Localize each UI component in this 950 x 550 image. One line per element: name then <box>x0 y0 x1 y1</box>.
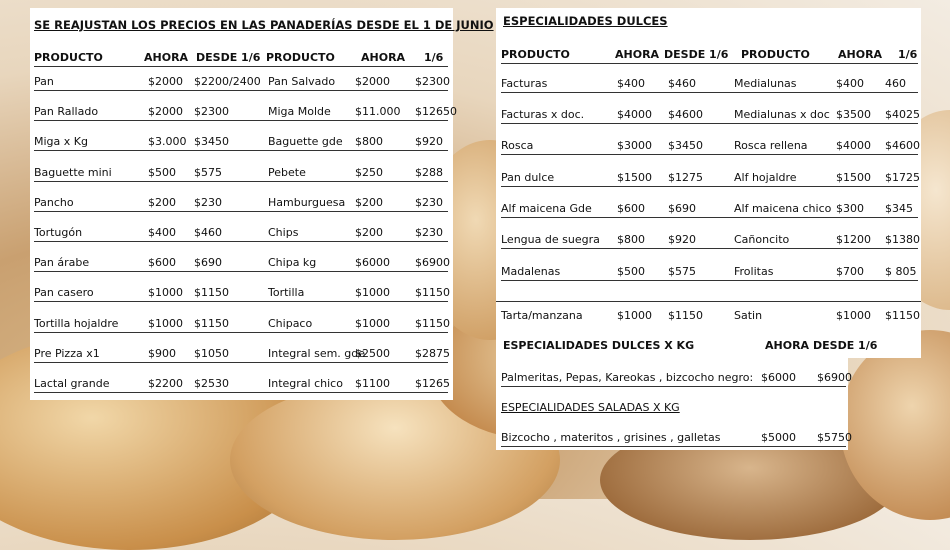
cell-ahora-2: $400 <box>836 77 864 90</box>
cell-desde-2: $ 805 <box>885 265 917 278</box>
cell-product: Facturas <box>501 77 548 90</box>
kg-product: Palmeritas, Pepas, Kareokas , bizcocho negro: <box>501 371 754 384</box>
table-row <box>34 161 448 182</box>
cell-ahora: $2000 <box>148 75 183 88</box>
cell-ahora-2: $2000 <box>355 75 390 88</box>
cell-desde: $230 <box>194 195 222 209</box>
cell-ahora-2: $3500 <box>836 108 871 121</box>
cell-desde-2: $4600 <box>885 139 920 152</box>
cell-desde-2: $1380 <box>885 233 920 246</box>
cell-desde: $2200/2400 <box>194 75 261 88</box>
cell-desde: $690 <box>668 202 696 215</box>
kg-desde-header: DESDE 1/6 <box>813 339 878 352</box>
table-row <box>34 221 448 242</box>
table-row <box>34 312 448 333</box>
cell-product: Pre Pizza x1 <box>34 346 100 360</box>
table-row <box>501 304 918 324</box>
cell-product: Pan <box>34 75 54 88</box>
cell-desde: $575 <box>668 265 696 278</box>
cell-product-2: Baguette gde <box>268 135 343 149</box>
cell-product-2: Chips <box>268 226 299 239</box>
cell-product-2: Integral sem. gde <box>268 346 366 360</box>
cell-product: Miga x Kg <box>34 135 88 149</box>
cell-desde-2: $12650 <box>415 105 457 119</box>
right-kg-panel <box>496 334 878 450</box>
cell-ahora: $1500 <box>617 171 652 184</box>
header-producto-2: PRODUCTO <box>741 48 810 61</box>
table-row <box>34 130 448 151</box>
cell-ahora-2: $4000 <box>836 139 871 152</box>
cell-ahora-2: $1200 <box>836 233 871 246</box>
cell-ahora: $4000 <box>617 108 652 121</box>
cell-product-2: Alf hojaldre <box>734 171 797 184</box>
saladas-header-row <box>501 396 846 416</box>
table-row <box>501 134 918 155</box>
cell-product: Tortugón <box>34 226 83 239</box>
left-title: SE REAJUSTAN LOS PRECIOS EN LAS PANADERÍAS DESDE EL 1 DE JUNIO <box>34 18 494 32</box>
cell-desde: $2300 <box>194 105 229 119</box>
cell-product: Pan casero <box>34 286 94 300</box>
header-producto-2: PRODUCTO <box>266 51 335 64</box>
cell-ahora: $500 <box>148 165 176 179</box>
right-header-row <box>501 43 918 64</box>
left-header-row <box>34 46 448 67</box>
cell-desde: $1150 <box>668 309 703 322</box>
cell-product: Pancho <box>34 195 74 209</box>
cell-desde-2: $1150 <box>415 316 450 330</box>
table-row <box>501 228 918 249</box>
cell-ahora: $900 <box>148 346 176 360</box>
table-row <box>34 342 448 363</box>
cell-product: Tarta/manzana <box>501 309 583 322</box>
cell-desde-2: $920 <box>415 135 443 149</box>
cell-desde-2: $345 <box>885 202 913 215</box>
cell-product-2: Tortilla <box>268 286 305 300</box>
cell-ahora-2: $300 <box>836 202 864 215</box>
table-row <box>34 251 448 272</box>
kg-title: ESPECIALIDADES DULCES X KG <box>503 339 695 352</box>
cell-product-2: Medialunas <box>734 77 797 90</box>
saladas-ahora: $5000 <box>761 431 796 444</box>
cell-desde-2: $230 <box>415 195 443 209</box>
header-producto: PRODUCTO <box>501 48 570 61</box>
header-1-6: 1/6 <box>898 48 918 61</box>
cell-desde-2: $2300 <box>415 75 450 88</box>
cell-desde: $1050 <box>194 346 229 360</box>
cell-desde: $4600 <box>668 108 703 121</box>
header-ahora-2: AHORA <box>838 48 883 61</box>
cell-desde-2: $1265 <box>415 377 450 390</box>
cell-desde-2: $288 <box>415 165 443 179</box>
cell-ahora-2: $700 <box>836 265 864 278</box>
cell-product-2: Cañoncito <box>734 233 790 246</box>
cell-product-2: Rosca rellena <box>734 139 808 152</box>
cell-ahora: $400 <box>617 77 645 90</box>
table-row <box>501 103 918 124</box>
cell-ahora-2: $1500 <box>836 171 871 184</box>
header-desde: DESDE 1/6 <box>196 51 261 64</box>
right-title: ESPECIALIDADES DULCES <box>503 14 668 28</box>
cell-desde: $1150 <box>194 316 229 330</box>
cell-product-2: Chipa kg <box>268 256 317 270</box>
kg-ahora: $6000 <box>761 371 796 384</box>
cell-product-2: Pan Salvado <box>268 75 336 88</box>
cell-desde: $920 <box>668 233 696 246</box>
cell-ahora-2: $800 <box>355 135 383 149</box>
cell-desde-2: $1725 <box>885 171 920 184</box>
cell-ahora: $1000 <box>617 309 652 322</box>
cell-product: Pan Rallado <box>34 105 99 119</box>
cell-ahora-2: $1100 <box>355 377 390 390</box>
cell-desde: $2530 <box>194 377 229 390</box>
saladas-desde: $5750 <box>817 431 852 444</box>
cell-product: Lactal grande <box>34 377 110 390</box>
cell-product-2: Integral chico <box>268 377 343 390</box>
cell-product-2: Miga Molde <box>268 105 331 119</box>
cell-product-2: Pebete <box>268 165 306 179</box>
cell-ahora: $500 <box>617 265 645 278</box>
cell-ahora: $1000 <box>148 316 183 330</box>
cell-product: Madalenas <box>501 265 561 278</box>
cell-desde: $575 <box>194 165 222 179</box>
cell-product: Facturas x doc. <box>501 108 585 121</box>
kg-header-row <box>503 334 878 354</box>
cell-ahora-2: $1000 <box>836 309 871 322</box>
cell-product-2: Frolitas <box>734 265 774 278</box>
cell-product-2: Chipaco <box>268 316 313 330</box>
cell-product: Tortilla hojaldre <box>34 316 119 330</box>
cell-ahora-2: $1000 <box>355 286 390 300</box>
cell-desde: $3450 <box>194 135 229 149</box>
cell-product: Pan dulce <box>501 171 555 184</box>
cell-ahora: $1000 <box>148 286 183 300</box>
header-ahora: AHORA <box>144 51 189 64</box>
cell-product-2: Hamburguesa <box>268 195 346 209</box>
cell-desde-2: $1150 <box>885 309 920 322</box>
table-row <box>34 372 448 393</box>
saladas-row <box>501 426 852 447</box>
table-row <box>34 281 448 302</box>
table-row <box>501 197 918 218</box>
cell-product: Rosca <box>501 139 534 152</box>
cell-desde: $460 <box>194 226 222 239</box>
table-row <box>34 100 457 121</box>
cell-desde-2: $1150 <box>415 286 450 300</box>
cell-product-2: Satin <box>734 309 763 322</box>
cell-ahora: $800 <box>617 233 645 246</box>
cell-ahora-2: $1000 <box>355 316 390 330</box>
table-row <box>34 70 448 91</box>
header-ahora-2: AHORA <box>361 51 406 64</box>
saladas-title: ESPECIALIDADES SALADAS X KG <box>501 401 680 414</box>
cell-ahora: $200 <box>148 195 176 209</box>
cell-product: Baguette mini <box>34 165 112 179</box>
cell-desde: $460 <box>668 77 696 90</box>
cell-desde: $690 <box>194 256 222 270</box>
cell-desde-2: $4025 <box>885 108 920 121</box>
cell-product: Lengua de suegra <box>501 233 600 246</box>
cell-desde-2: $6900 <box>415 256 450 270</box>
header-1-6: 1/6 <box>424 51 444 64</box>
cell-ahora-2: $250 <box>355 165 383 179</box>
kg-row <box>501 366 852 387</box>
cell-ahora: $2200 <box>148 377 183 390</box>
cell-desde: $1275 <box>668 171 703 184</box>
left-price-panel <box>30 8 494 400</box>
cell-ahora-2: $200 <box>355 226 383 239</box>
cell-desde-2: 460 <box>885 77 906 90</box>
cell-product: Pan árabe <box>34 256 90 270</box>
header-producto: PRODUCTO <box>34 51 103 64</box>
cell-product-2: Alf maicena chico <box>734 202 832 215</box>
cell-desde: $3450 <box>668 139 703 152</box>
saladas-product: Bizcocho , materitos , grisines , galletas <box>501 431 721 444</box>
table-row <box>34 191 448 212</box>
section-divider <box>496 301 921 302</box>
cell-ahora: $600 <box>148 256 176 270</box>
cell-desde-2: $230 <box>415 226 443 239</box>
right-price-panel <box>496 8 921 358</box>
table-row <box>501 166 918 187</box>
cell-ahora: $3000 <box>617 139 652 152</box>
cell-desde-2: $2875 <box>415 346 450 360</box>
header-desde: DESDE 1/6 <box>664 48 729 61</box>
cell-product: Alf maicena Gde <box>501 202 592 215</box>
table-row <box>501 260 918 281</box>
cell-ahora: $3.000 <box>148 135 187 149</box>
cell-ahora-2: $6000 <box>355 256 390 270</box>
kg-ahora-header: AHORA <box>765 339 810 352</box>
kg-desde: $6900 <box>817 371 852 384</box>
cell-ahora: $600 <box>617 202 645 215</box>
cell-desde: $1150 <box>194 286 229 300</box>
cell-ahora-2: $2500 <box>355 346 390 360</box>
cell-ahora: $2000 <box>148 105 183 119</box>
cell-product-2: Medialunas x doc <box>734 108 830 121</box>
cell-ahora-2: $200 <box>355 195 383 209</box>
cell-ahora-2: $11.000 <box>355 105 401 119</box>
table-row <box>501 72 918 93</box>
cell-ahora: $400 <box>148 226 176 239</box>
header-ahora: AHORA <box>615 48 660 61</box>
